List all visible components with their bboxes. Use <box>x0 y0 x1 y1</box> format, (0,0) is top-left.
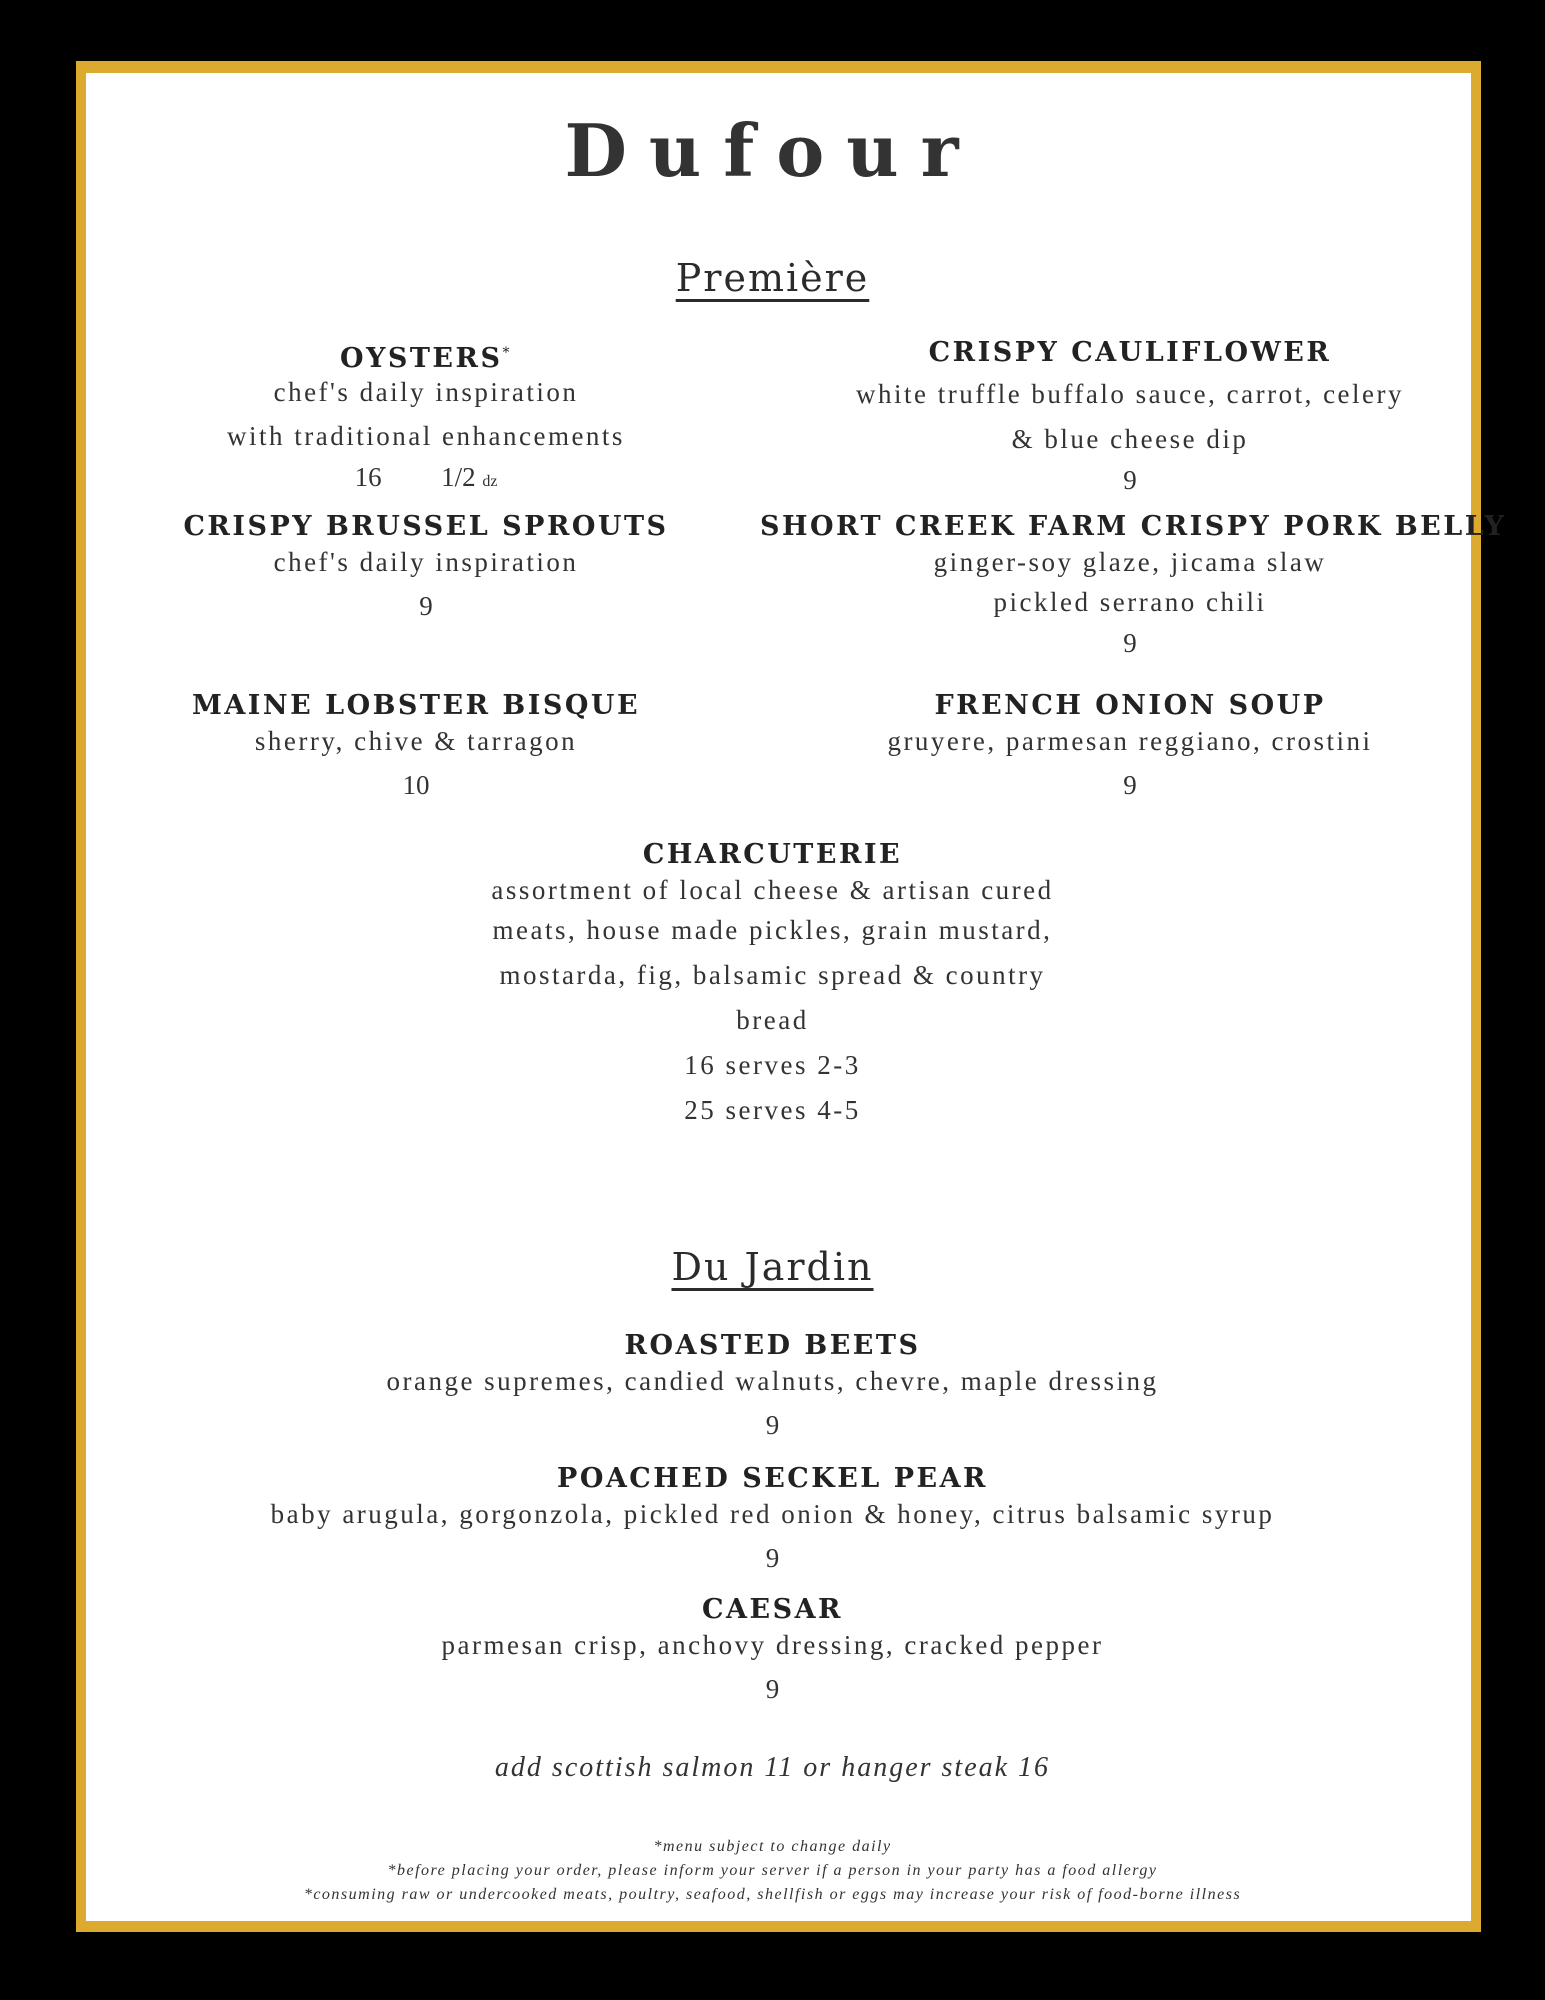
restaurant-title: Dufour <box>564 108 981 193</box>
item-name: POACHED SECKEL PEAR <box>557 1463 988 1494</box>
menu-item-crispy-brussel-sprouts <box>176 510 676 628</box>
item-name: CRISPY CAULIFLOWER <box>928 337 1332 368</box>
footnote-raw-warning: *consuming raw or undercooked meats, poultry, seafood, shellfish or eggs may increase your risk of food-borne illness <box>303 1886 1242 1903</box>
item-price: 16 serves 2-3 <box>684 1050 861 1080</box>
item-price: 9 <box>1123 628 1137 658</box>
item-name: CAESAR <box>702 1594 843 1625</box>
item-price: 9 <box>765 1410 780 1440</box>
footnote-allergy: *before placing your order, please inform your server if a person in your party has a food allergy <box>387 1862 1158 1879</box>
price-dozen: 16 <box>354 462 382 492</box>
item-desc: gruyere, parmesan reggiano, crostini <box>887 726 1373 756</box>
menu-item-caesar <box>0 1593 1545 1711</box>
item-desc: orange supremes, candied walnuts, chevre, maple dressing <box>386 1366 1159 1396</box>
add-on-note: add scottish salmon 11 or hanger steak 16 <box>494 1752 1051 1783</box>
item-name: MAINE LOBSTER BISQUE <box>191 690 641 721</box>
item-desc: bread <box>736 1005 809 1035</box>
item-desc: chef's daily inspiration <box>273 547 579 577</box>
unit-label: dz <box>482 473 498 490</box>
item-name: OYSTERS <box>340 343 503 374</box>
menu-item-french-onion-soup <box>780 689 1480 807</box>
item-desc: sherry, chive & tarragon <box>254 726 578 756</box>
menu-item-poached-seckel-pear <box>0 1462 1545 1580</box>
price-half-dozen: 1/2 <box>441 462 476 492</box>
item-price: 9 <box>765 1543 780 1573</box>
item-price: 10 <box>402 770 430 800</box>
item-desc: parmesan crisp, anchovy dressing, cracked pepper <box>441 1630 1104 1660</box>
item-desc: baby arugula, gorgonzola, pickled red onion & honey, citrus balsamic syrup <box>270 1499 1275 1529</box>
item-desc: pickled serrano chili <box>993 587 1267 617</box>
item-price: 25 serves 4-5 <box>684 1095 861 1125</box>
menu-item-roasted-beets <box>0 1329 1545 1447</box>
item-name: SHORT CREEK FARM CRISPY PORK BELLY <box>760 511 1507 542</box>
item-desc: mostarda, fig, balsamic spread & country <box>499 960 1046 990</box>
menu-item-lobster-bisque <box>176 689 656 807</box>
item-price: 9 <box>765 1674 780 1704</box>
menu-item-charcuterie <box>0 838 1545 1133</box>
footnote-change-daily: *menu subject to change daily <box>653 1838 892 1855</box>
item-price: 9 <box>419 591 433 621</box>
item-desc: ginger-soy glaze, jicama slaw <box>933 547 1327 577</box>
item-name: ROASTED BEETS <box>624 1330 921 1361</box>
item-price: 9 <box>1123 770 1137 800</box>
menu-item-crispy-cauliflower <box>780 336 1480 502</box>
item-desc: assortment of local cheese & artisan cured <box>491 875 1054 905</box>
item-desc: white truffle buffalo sauce, carrot, celery <box>855 379 1405 409</box>
item-price: 9 <box>1123 465 1137 495</box>
item-desc: chef's daily inspiration <box>273 377 579 407</box>
item-desc: meats, house made pickles, grain mustard, <box>492 915 1053 945</box>
item-desc: & blue cheese dip <box>1011 424 1249 454</box>
item-price <box>176 455 676 504</box>
footnote-mark: * <box>502 345 512 361</box>
section-title-premiere: Première <box>675 256 870 300</box>
menu-item-oysters <box>176 336 676 504</box>
section-title-du-jardin: Du Jardin <box>671 1245 874 1289</box>
item-name: CRISPY BRUSSEL SPROUTS <box>183 511 669 542</box>
item-desc: with traditional enhancements <box>227 421 625 451</box>
item-name: CHARCUTERIE <box>642 839 903 870</box>
item-name: FRENCH ONION SOUP <box>934 690 1326 721</box>
menu-item-pork-belly <box>760 510 1507 665</box>
